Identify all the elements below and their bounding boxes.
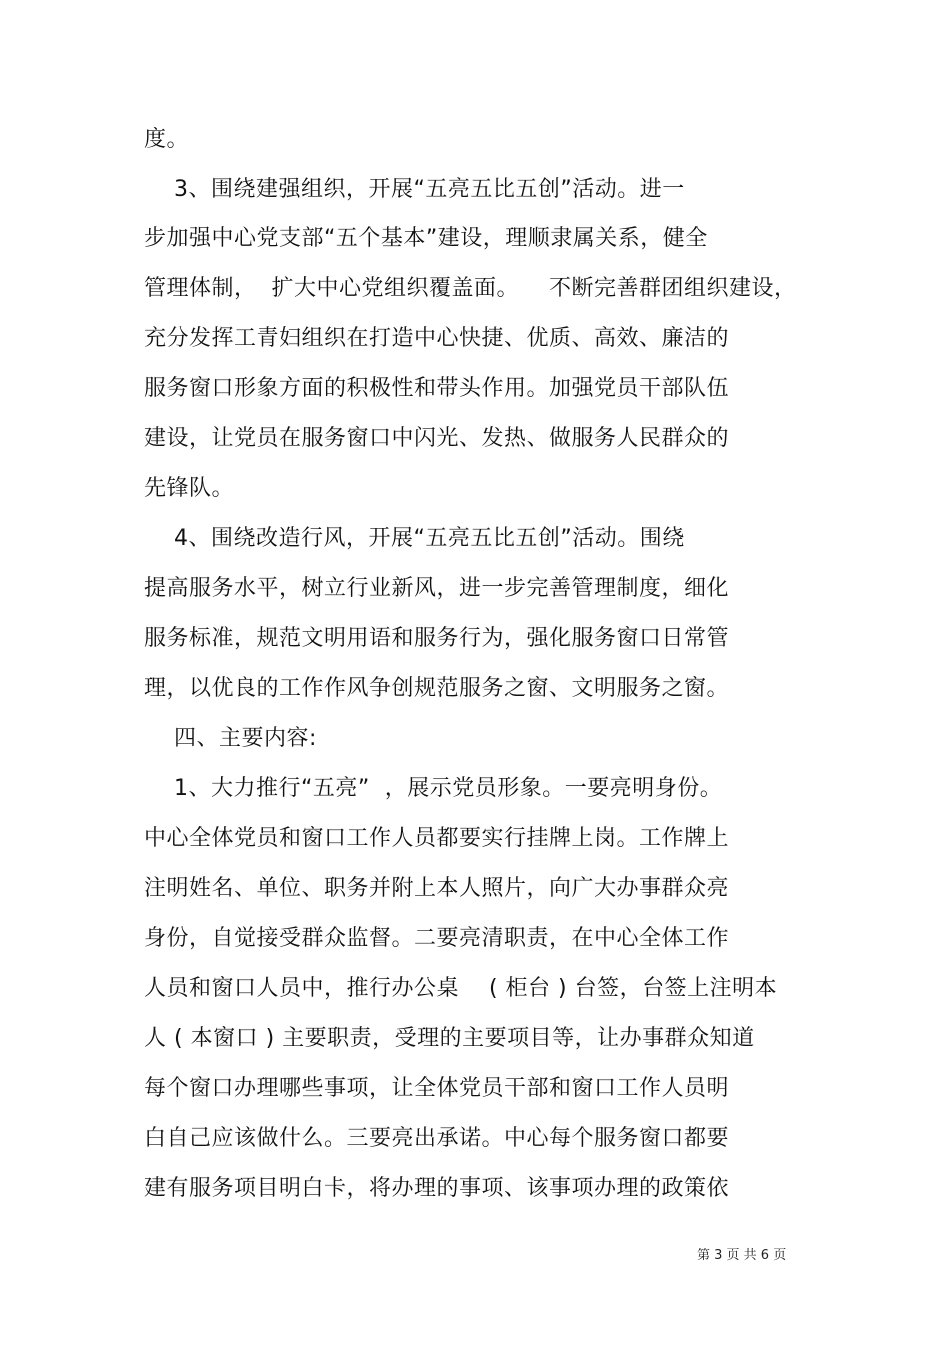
text-line: 度。 (144, 127, 190, 152)
text-line: 服务窗口形象方面的积极性和带头作用。加强党员干部队伍 (144, 376, 730, 401)
page-number: 第 3 页 共 6 页 (697, 1248, 787, 1263)
text-line: 步加强中心党支部“五个基本”建设，理顺隶属关系，健全 (144, 226, 708, 251)
text-line: 3、围绕建强组织，开展“五亮五比五创”活动。进一 (144, 177, 685, 202)
text-line: 提高服务水平，树立行业新风，进一步完善管理制度，细化 (144, 576, 730, 601)
text-line: 服务标准，规范文明用语和服务行为，强化服务窗口日常管 (144, 626, 730, 651)
text-line: 先锋队。 (144, 476, 235, 501)
text-line: 注明姓名、单位、职务并附上本人照片，向广大办事群众亮 (144, 876, 730, 901)
text-line: 人员和窗口人员中，推行办公桌 ( 柜台 ) 台签，台签上注明本 (144, 976, 778, 1001)
text-line: 建设，让党员在服务窗口中闪光、发热、做服务人民群众的 (144, 426, 730, 451)
text-line: 人 ( 本窗口 ) 主要职责，受理的主要项目等，让办事群众知道 (144, 1026, 755, 1051)
text-line: 充分发挥工青妇组织在打造中心快捷、优质、高效、廉洁的 (144, 326, 730, 351)
text-line: 理，以优良的工作作风争创规范服务之窗、文明服务之窗。 (144, 676, 730, 701)
section-heading: 四、主要内容: (144, 726, 317, 751)
text-line: 1、大力推行“五亮” ，展示党员形象。一要亮明身份。 (144, 776, 723, 801)
text-line: 建有服务项目明白卡，将办理的事项、该事项办理的政策依 (144, 1176, 730, 1201)
text-line: 每个窗口办理哪些事项，让全体党员干部和窗口工作人员明 (144, 1076, 730, 1101)
text-line: 4、围绕改造行风，开展“五亮五比五创”活动。围绕 (144, 526, 685, 551)
text-line: 中心全体党员和窗口工作人员都要实行挂牌上岗。工作牌上 (144, 826, 730, 851)
text-line: 白自己应该做什么。三要亮出承诺。中心每个服务窗口都要 (144, 1126, 730, 1151)
text-line: 身份，自觉接受群众监督。二要亮清职责，在中心全体工作 (144, 926, 730, 951)
text-line: 管理体制， 扩大中心党组织覆盖面。 不断完善群团组织建设， (144, 276, 797, 301)
